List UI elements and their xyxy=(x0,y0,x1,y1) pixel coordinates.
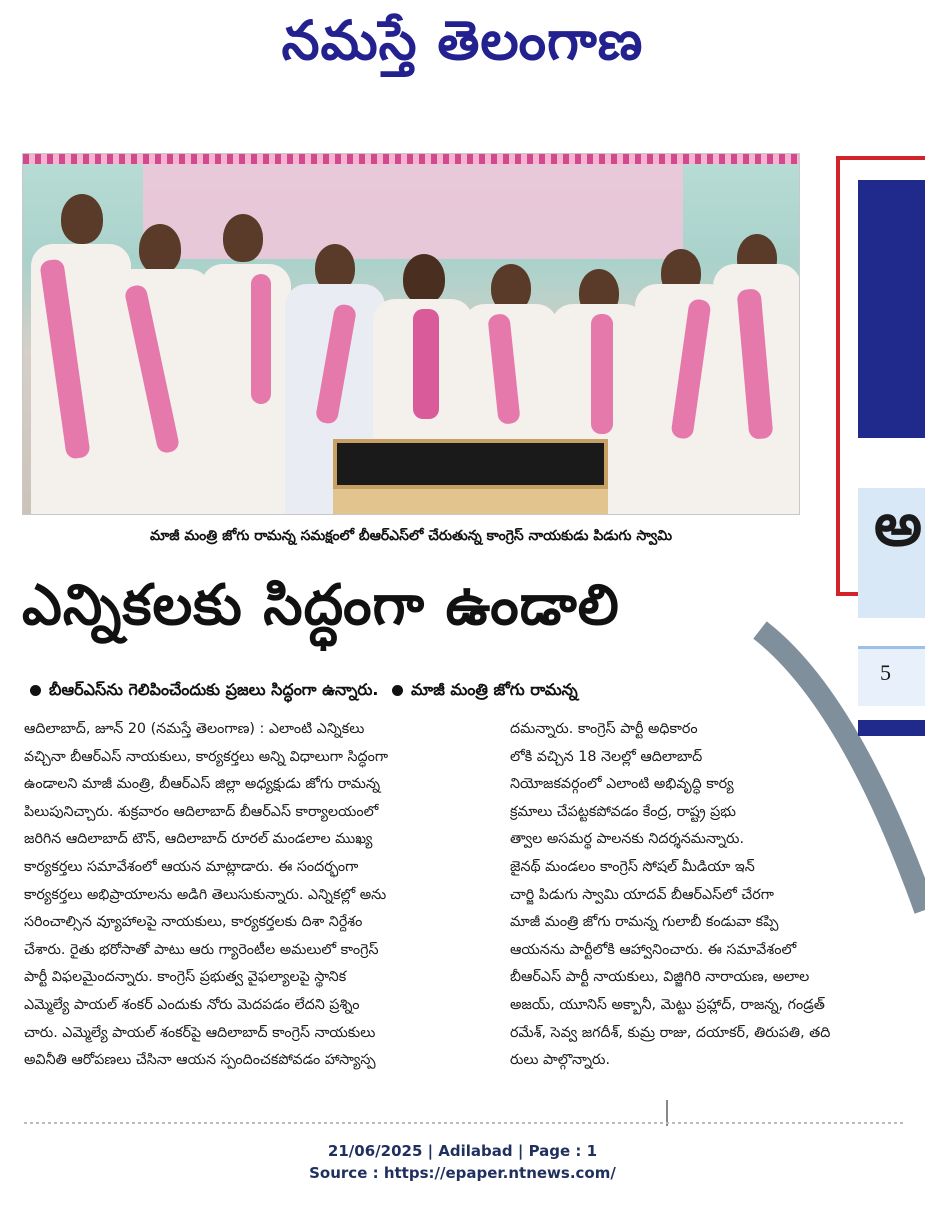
photo-person xyxy=(201,184,291,514)
body-line: నియోజకవర్గంలో ఎలాంటి అభివృద్ధి కార్య xyxy=(510,776,734,793)
photo-person xyxy=(713,194,800,514)
body-line: త్వాల అసమర్థ పాలనకు నిదర్శనమన్నారు. xyxy=(510,831,744,848)
page-footer xyxy=(0,1140,925,1184)
body-line: కార్యకర్తలు అభిప్రాయాలను అడిగి తెలుసుకున్నారు. ఎన్నికల్లో అను xyxy=(24,886,387,903)
body-line: మాజీ మంత్రి జోగు రామన్న గులాబీ కండువా కప్పి xyxy=(510,914,779,931)
body-line: అజయ్, యూనిస్ అక్బానీ, మెట్టు ప్రహ్లాద్, రాజన్న, గండ్రత్ xyxy=(510,996,825,1013)
subhead-2: మాజీ మంత్రి జోగు రామన్న xyxy=(411,680,578,699)
body-line: రమేశ్, సెవ్వ జగదీశ్, కుమ్ర రాజు, దయాకర్, తిరుపతి, తది xyxy=(510,1024,831,1041)
ad-strip xyxy=(858,646,925,706)
body-line: ఉండాలని మాజీ మంత్రి, బీఆర్‌ఎస్ జిల్లా అధ్యక్షుడు జోగు రామన్న xyxy=(24,776,381,793)
body-line: రులు పాల్గొన్నారు. xyxy=(510,1052,611,1069)
body-line: జరిగిన ఆదిలాబాద్ టౌన్, ఆదిలాబాద్ రూరల్ మండలాల ముఖ్య xyxy=(24,831,373,848)
article-subheads xyxy=(22,677,782,703)
photo-table-base xyxy=(333,489,608,515)
photo-table xyxy=(333,439,608,489)
photo-banner xyxy=(23,154,799,164)
masthead-title: నమస్తే తెలంగాణ xyxy=(281,9,644,72)
photo-person xyxy=(111,194,211,514)
bullet-icon xyxy=(392,685,403,696)
body-line: లోకి వచ్చిన 18 నెలల్లో ఆదిలాబాద్ xyxy=(510,748,703,765)
body-line: అవినీతి ఆరోపణలు చేసినా ఆయన స్పందించకపోవడం హాస్యాస్ప xyxy=(24,1052,376,1069)
body-line: ఎమ్మెల్యే పాయల్ శంకర్ ఎందుకు నోరు మెదపడం లేదని ప్రశ్నిం xyxy=(24,996,360,1013)
body-line: కార్యకర్తలు సమావేశంలో ఆయన మాట్లాడారు. ఈ సందర్భంగా xyxy=(24,858,359,875)
body-line: దమన్నారు. కాంగ్రెస్ పార్టీ అధికారం xyxy=(510,721,698,737)
body-line: చేశారు. రైతు భరోసాతో పాటు ఆరు గ్యారెంటీల అమలులో కాంగ్రెస్ xyxy=(24,941,379,958)
body-line: చార్జి పిడుగు స్వామి యాదవ్ బీఆర్‌ఎస్‌లో చేరగా xyxy=(510,886,774,903)
news-photo xyxy=(22,153,800,515)
bullet-icon xyxy=(30,685,41,696)
footer-date-edition: 21/06/2025 | Adilabad | Page : 1 xyxy=(327,1142,598,1160)
ad-bottom-bar xyxy=(858,720,925,736)
article-headline: ఎన్నికలకు సిద్ధంగా ఉండాలి xyxy=(22,573,620,638)
body-line: వచ్చినా బీఆర్‌ఎస్ నాయకులు, కార్యకర్తలు అన్ని విధాలుగా సిద్ధంగా xyxy=(24,748,388,765)
body-line: క్రమాలు చేపట్టకపోవడం కేంద్ర, రాష్ట్ర ప్రభు xyxy=(510,803,736,820)
body-line: సరించాల్సిన వ్యూహాలపై నాయకులు, కార్యకర్తలకు దిశా నిర్దేశం xyxy=(24,914,363,931)
body-line: చారు. ఎమ్మెల్యే పాయల్ శంకర్‌పై ఆదిలాబాద్ కాంగ్రెస్ నాయకులు xyxy=(24,1024,376,1041)
body-line: జైనథ్ మండలం కాంగ్రెస్ సోషల్ మీడియా ఇన్ xyxy=(510,858,755,875)
ad-glyph: అ xyxy=(874,490,922,560)
body-line: బీఆర్‌ఎస్ పార్టీ నాయకులు, విజ్జిగిరి నారాయణ, అలాల xyxy=(510,969,810,986)
page-divider xyxy=(24,1122,904,1124)
photo-caption: మాజీ మంత్రి జోగు రామన్న సమక్షంలో బీఆర్‌ఎస్‌లో చేరుతున్న కాంగ్రెస్ నాయకుడు పిడుగు స్వామి xyxy=(149,528,673,544)
body-line: పిలుపునిచ్చారు. శుక్రవారం ఆదిలాబాద్ బీఆర్‌ఎస్ కార్యాలయంలో xyxy=(24,803,379,820)
article-column-1 xyxy=(24,716,486,1075)
subhead-1: బీఆర్‌ఎస్‌ను గెలిపించేందుకు ప్రజలు సిద్ధంగా ఉన్నారు. xyxy=(49,680,379,699)
footer-source-link[interactable]: Source : https://epaper.ntnews.com/ xyxy=(309,1164,616,1182)
body-line: ఆయనను పార్టీలోకి ఆహ్వానించారు. ఈ సమావేశంలో xyxy=(510,941,797,958)
ad-number: 5 xyxy=(880,660,891,685)
side-advertisement xyxy=(836,156,925,685)
body-line: ఆదిలాబాద్, జూన్ 20 (నమస్తే తెలంగాణ) : ఎలాంటి ఎన్నికలు xyxy=(24,721,365,737)
body-line: పార్టీ విఫలమైందన్నారు. కాంగ్రెస్ ప్రభుత్వ వైఫల్యాలపై స్థానిక xyxy=(24,969,347,986)
ad-blue-panel xyxy=(858,180,925,438)
